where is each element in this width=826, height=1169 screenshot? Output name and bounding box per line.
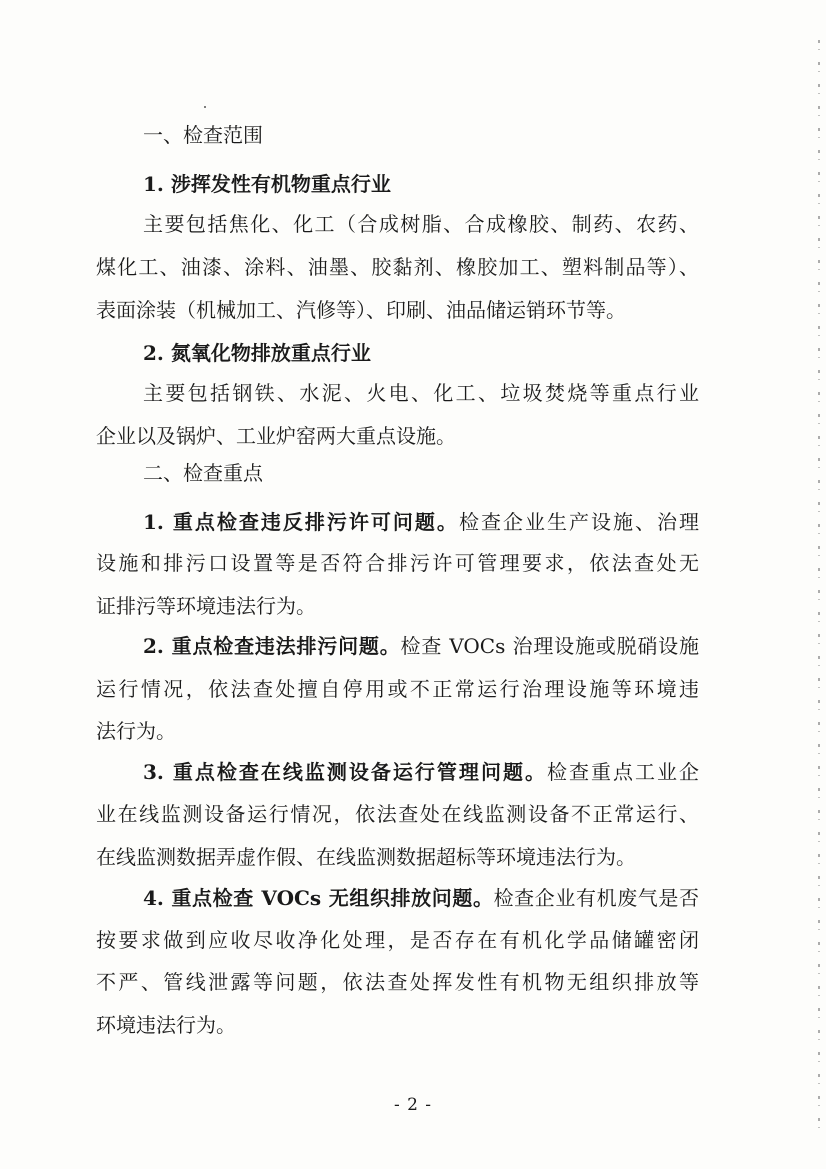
- focus-item-text: 检查重点工业企: [546, 760, 700, 784]
- focus-item-title: 2. 重点检查违法排污问题。: [143, 634, 401, 658]
- paragraph-line: 法行为。: [96, 719, 176, 743]
- paragraph-line: [143, 508, 699, 536]
- subheading-nox-industries: 2. 氮氧化物排放重点行业: [143, 341, 371, 365]
- paragraph-line: 不严、管线泄露等问题，依法查处挥发性有机物无组织排放等: [96, 970, 699, 994]
- section-heading-focus: 二、检查重点: [143, 461, 263, 485]
- page-number: - 2 -: [393, 1095, 433, 1115]
- focus-item-text: 检查 VOCs 治理设施或脱硝设施: [400, 634, 699, 658]
- paragraph-line: 主要包括焦化、化工（合成树脂、合成橡胶、制药、农药、: [143, 212, 699, 236]
- paragraph-line: 运行情况，依法查处擅自停用或不正常运行治理设施等环境违: [96, 677, 699, 701]
- paragraph-line: 按要求做到应收尽收净化处理，是否存在有机化学品储罐密闭: [96, 928, 699, 952]
- paragraph-line: [143, 884, 699, 912]
- paragraph-line: 设施和排污口设置等是否符合排污许可管理要求，依法查处无: [96, 551, 699, 575]
- paragraph-line: 在线监测数据弄虚作假、在线监测数据超标等环境违法行为。: [96, 845, 636, 869]
- paragraph-line: 主要包括钢铁、水泥、火电、化工、垃圾焚烧等重点行业: [143, 381, 699, 405]
- focus-item-title: 1. 重点检查违反排污许可问题。: [143, 510, 459, 534]
- section-heading-scope: 一、检查范围: [143, 123, 263, 147]
- paragraph-line: [143, 758, 699, 786]
- scan-edge-mark: [818, 40, 820, 1140]
- focus-item-title: 4. 重点检查 VOCs 无组织排放问题。: [143, 886, 494, 910]
- paragraph-line: 企业以及锅炉、工业炉窑两大重点设施。: [96, 424, 456, 448]
- focus-item-text: 检查企业生产设施、治理: [458, 510, 700, 534]
- paragraph-line: 表面涂装（机械加工、汽修等）、印刷、油品储运销环节等。: [96, 298, 626, 322]
- focus-item-text: 检查企业有机废气是否: [493, 886, 699, 910]
- paragraph-line: [143, 632, 699, 660]
- scan-dot: [204, 106, 206, 108]
- paragraph-line: 煤化工、油漆、涂料、油墨、胶黏剂、橡胶加工、塑料制品等）、: [96, 255, 699, 279]
- paragraph-line: 环境违法行为。: [96, 1013, 236, 1037]
- paragraph-line: 业在线监测设备运行情况，依法查处在线监测设备不正常运行、: [96, 802, 699, 826]
- paragraph-line: 证排污等环境违法行为。: [96, 594, 316, 618]
- subheading-vocs-industries: 1. 涉挥发性有机物重点行业: [143, 172, 391, 196]
- focus-item-title: 3. 重点检查在线监测设备运行管理问题。: [143, 760, 547, 784]
